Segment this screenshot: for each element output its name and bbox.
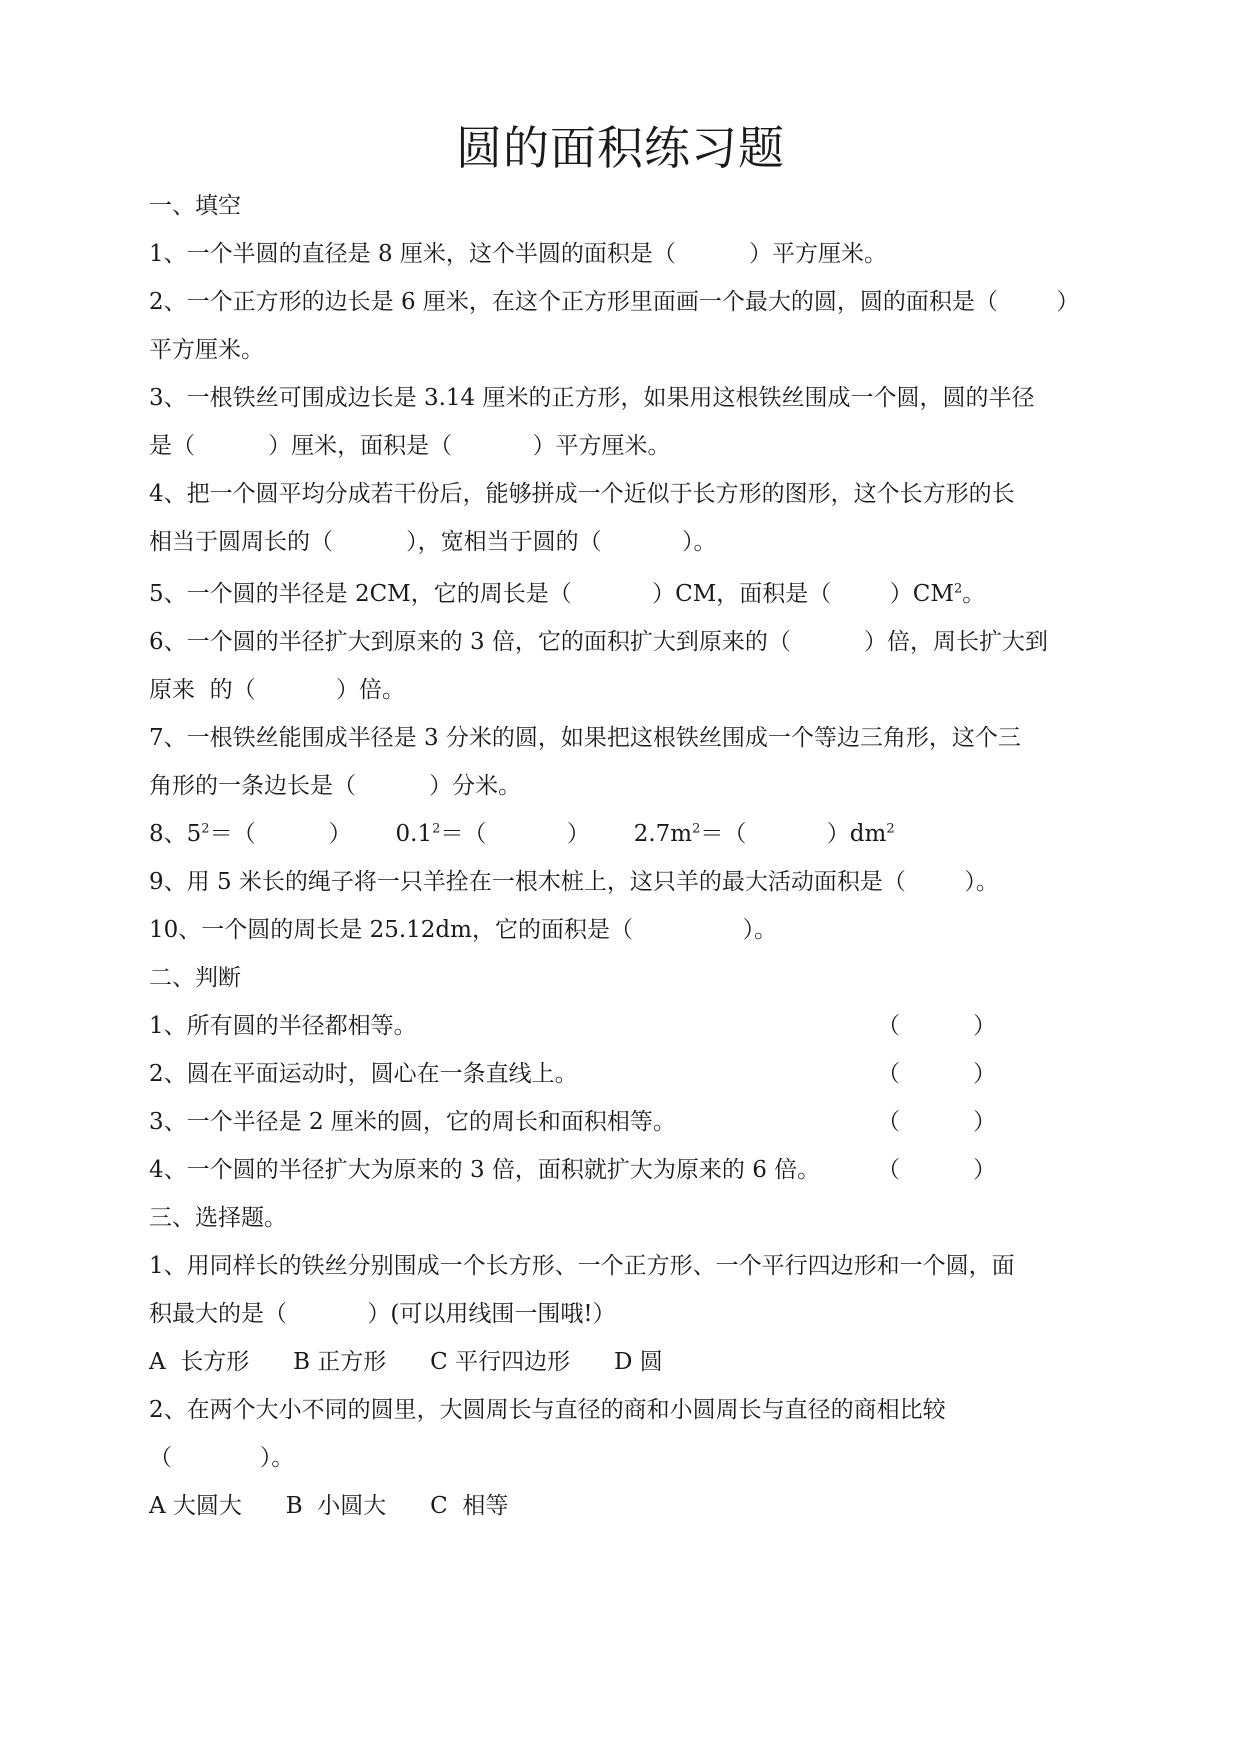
question-1-6-line-1: 6、一个圆的半径扩大到原来的 3 倍，它的面积扩大到原来的（ ）倍，周长扩大到 (149, 629, 1048, 655)
question-1-6-line-2: 原来 的（ ）倍。 (149, 677, 406, 703)
question-1-8-part-c: ＝（ ） 2.7m (440, 821, 693, 847)
question-1-4-line-2: 相当于圆周长的（ ），宽相当于圆的（ ）。 (149, 529, 717, 555)
question-1-8 (149, 817, 895, 851)
choice-question-1-options: A 长方形 B 正方形 C 平行四边形 D 圆 (149, 1349, 663, 1375)
superscript: 2 (201, 821, 210, 837)
question-1-7-line-2: 角形的一条边长是（ ）分米。 (149, 773, 522, 799)
question-1-8-part-b: ＝（ ） 0.1 (209, 821, 433, 847)
section-heading-true-false: 二、判断 (149, 965, 241, 991)
question-1-3-line-2: 是（ ）厘米，面积是（ ）平方厘米。 (149, 433, 671, 459)
judgement-item: 1、所有圆的半径都相等。 (149, 1013, 417, 1039)
answer-parentheses: （ ） (877, 1157, 997, 1183)
question-1-7-line-1: 7、一根铁丝能围成半径是 3 分米的圆，如果把这根铁丝围成一个等边三角形，这个三 (149, 725, 1021, 751)
section-heading-fill-blank: 一、填空 (149, 193, 241, 219)
question-1-9: 9、用 5 米长的绳子将一只羊拴在一根木桩上，这只羊的最大活动面积是（ ）。 (149, 869, 999, 895)
question-1-5-end: 。 (962, 581, 986, 607)
choice-question-2-line-2: （ ）。 (149, 1445, 295, 1471)
superscript: 2 (432, 821, 441, 837)
judgement-item: 3、一个半径是 2 厘米的圆，它的周长和面积相等。 (149, 1109, 676, 1135)
choice-question-2-options: A 大圆大 B 小圆大 C 相等 (149, 1493, 509, 1519)
question-1-8-part-a: 8、5 (149, 821, 202, 847)
question-1-2-line-2: 平方厘米。 (149, 337, 264, 363)
choice-question-1-line-2: 积最大的是（ ）(可以用线围一围哦!） (149, 1301, 616, 1327)
answer-parentheses: （ ） (877, 1061, 997, 1087)
choice-question-2-line-1: 2、在两个大小不同的圆里，大圆周长与直径的商和小圆周长与直径的商相比较 (149, 1397, 946, 1423)
question-1-3-line-1: 3、一根铁丝可围成边长是 3.14 厘米的正方形，如果用这根铁丝围成一个圆，圆的半径 (149, 385, 1035, 411)
question-1-8-part-d: ＝（ ）dm (700, 821, 887, 847)
answer-parentheses: （ ） (877, 1013, 997, 1039)
judgement-item: 4、一个圆的半径扩大为原来的 3 倍，面积就扩大为原来的 6 倍。 (149, 1157, 821, 1183)
superscript: 2 (953, 581, 963, 597)
superscript: 2 (692, 821, 701, 837)
section-heading-multiple-choice: 三、选择题。 (149, 1205, 287, 1231)
question-1-5 (149, 577, 985, 611)
judgement-item: 2、圆在平面运动时，圆心在一条直线上。 (149, 1061, 578, 1087)
question-1-5-text: 5、一个圆的半径是 2CM，它的周长是（ ）CM，面积是（ ）CM (149, 581, 954, 607)
question-1-10: 10、一个圆的周长是 25.12dm，它的面积是（ ）。 (149, 917, 778, 943)
question-1-2-line-1: 2、一个正方形的边长是 6 厘米，在这个正方形里面画一个最大的圆，圆的面积是（ ） (149, 289, 1080, 315)
answer-parentheses: （ ） (877, 1109, 997, 1135)
choice-question-1-line-1: 1、用同样长的铁丝分别围成一个长方形、一个正方形、一个平行四边形和一个圆，面 (149, 1253, 1015, 1279)
page-title: 圆的面积练习题 (456, 121, 785, 175)
question-1-1: 1、一个半圆的直径是 8 厘米，这个半圆的面积是（ ）平方厘米。 (149, 241, 887, 267)
superscript: 2 (886, 821, 895, 837)
question-1-4-line-1: 4、把一个圆平均分成若干份后，能够拼成一个近似于长方形的图形，这个长方形的长 (149, 481, 1015, 507)
